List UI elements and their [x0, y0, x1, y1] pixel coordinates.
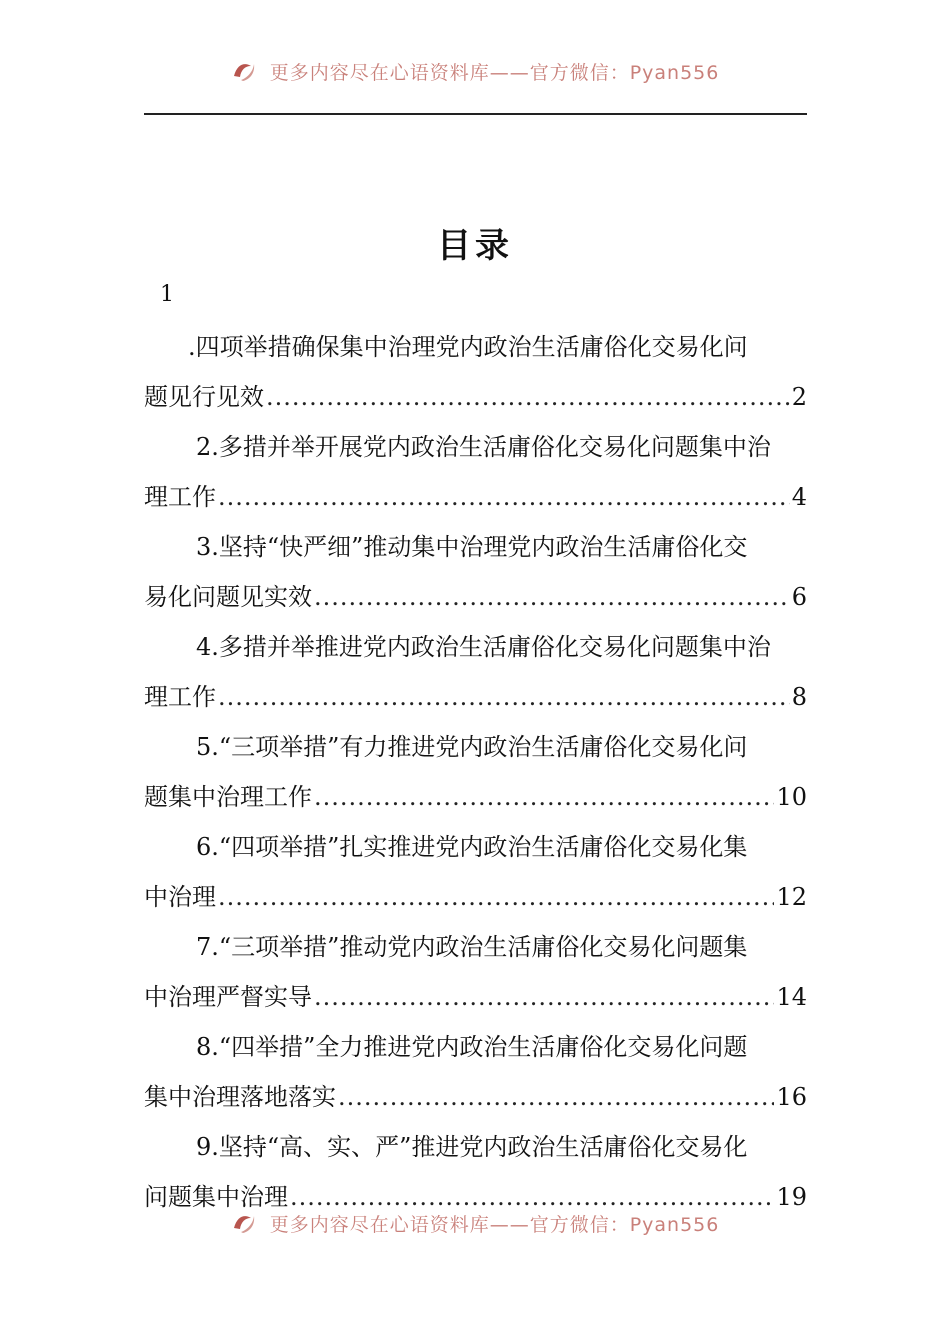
- toc-entry-title-line1: 4.多措并举推进党内政治生活庸俗化交易化问题集中治: [196, 633, 771, 661]
- toc-page-number: 19: [776, 1183, 807, 1211]
- toc-entry[interactable]: [144, 422, 807, 522]
- toc-entry-title-line2: 中治理: [144, 883, 216, 911]
- toc-entry-title-line2: 易化问题见实效: [144, 583, 312, 611]
- toc-entry-title-line1: 9.坚持“高、实、严”推进党内政治生活庸俗化交易化: [196, 1133, 748, 1161]
- toc-dot-leader: [218, 872, 774, 922]
- toc-entry-line2: [144, 972, 807, 1022]
- toc-entry-title-line1: 2.多措并举开展党内政治生活庸俗化交易化问题集中治: [196, 433, 771, 461]
- toc-entry-title-line1: 8.“四举措”全力推进党内政治生活庸俗化交易化问题: [196, 1033, 748, 1061]
- toc-page-number: 14: [776, 983, 807, 1011]
- toc-entry-line2: [144, 872, 807, 922]
- toc-entry-title-line2: 中治理严督实导: [144, 983, 312, 1011]
- table-of-contents: [144, 322, 807, 1222]
- toc-entry[interactable]: [144, 1022, 807, 1122]
- toc-entry[interactable]: [144, 922, 807, 1022]
- toc-entry-line2: [144, 772, 807, 822]
- toc-page-number: 6: [791, 583, 807, 611]
- footer-watermark-text: 更多内容尽在心语资料库——官方微信：Pyan556: [269, 1214, 720, 1236]
- toc-entry-line2: [144, 472, 807, 522]
- toc-page-number: 8: [791, 683, 807, 711]
- header-rule: [144, 113, 807, 115]
- toc-entry-title-line2: 题见行见效: [144, 383, 264, 411]
- toc-entry-title-line2: 理工作: [144, 483, 216, 511]
- toc-page-number: 10: [776, 783, 807, 811]
- toc-entry-title-line2: 理工作: [144, 683, 216, 711]
- toc-page-number: 2: [791, 383, 807, 411]
- toc-entry-title-line1: 6.“四项举措”扎实推进党内政治生活庸俗化交易化集: [196, 833, 748, 861]
- toc-entry[interactable]: [144, 622, 807, 722]
- toc-dot-leader: [218, 672, 790, 722]
- toc-entry-title-line1: 7.“三项举措”推动党内政治生活庸俗化交易化问题集: [196, 933, 748, 961]
- toc-dot-leader: [338, 1072, 774, 1122]
- toc-entry[interactable]: [144, 722, 807, 822]
- toc-page-number: 12: [776, 883, 807, 911]
- toc-entry-title-line1: .四项举措确保集中治理党内政治生活庸俗化交易化问: [188, 333, 748, 361]
- brand-logo-icon: [231, 1212, 257, 1239]
- page-title: 目录: [437, 226, 513, 266]
- toc-entry[interactable]: [144, 822, 807, 922]
- toc-entry-line2: [144, 672, 807, 722]
- brand-logo-icon: [231, 60, 257, 87]
- toc-entry-line2: [144, 372, 807, 422]
- toc-entry[interactable]: [144, 522, 807, 622]
- toc-dot-leader: [314, 572, 790, 622]
- toc-entry[interactable]: [144, 1122, 807, 1222]
- toc-dot-leader: [314, 772, 774, 822]
- toc-entry-title-line2: 集中治理落地落实: [144, 1083, 336, 1111]
- toc-page-number: 16: [776, 1083, 807, 1111]
- toc-first-number: 1: [160, 282, 174, 307]
- toc-dot-leader: [314, 972, 774, 1022]
- toc-entry[interactable]: [144, 322, 807, 422]
- header-watermark: [0, 58, 950, 87]
- toc-entry-title-line1: 5.“三项举措”有力推进党内政治生活庸俗化交易化问: [196, 733, 748, 761]
- toc-dot-leader: [218, 472, 790, 522]
- footer-watermark: [0, 1210, 950, 1239]
- header-watermark-text: 更多内容尽在心语资料库——官方微信：Pyan556: [269, 62, 720, 84]
- toc-entry-line2: [144, 572, 807, 622]
- toc-dot-leader: [266, 372, 790, 422]
- toc-entry-title-line2: 题集中治理工作: [144, 783, 312, 811]
- toc-entry-title-line1: 3.坚持“快严细”推动集中治理党内政治生活庸俗化交: [196, 533, 748, 561]
- toc-page-number: 4: [791, 483, 807, 511]
- toc-entry-title-line2: 问题集中治理: [144, 1183, 288, 1211]
- toc-entry-line2: [144, 1072, 807, 1122]
